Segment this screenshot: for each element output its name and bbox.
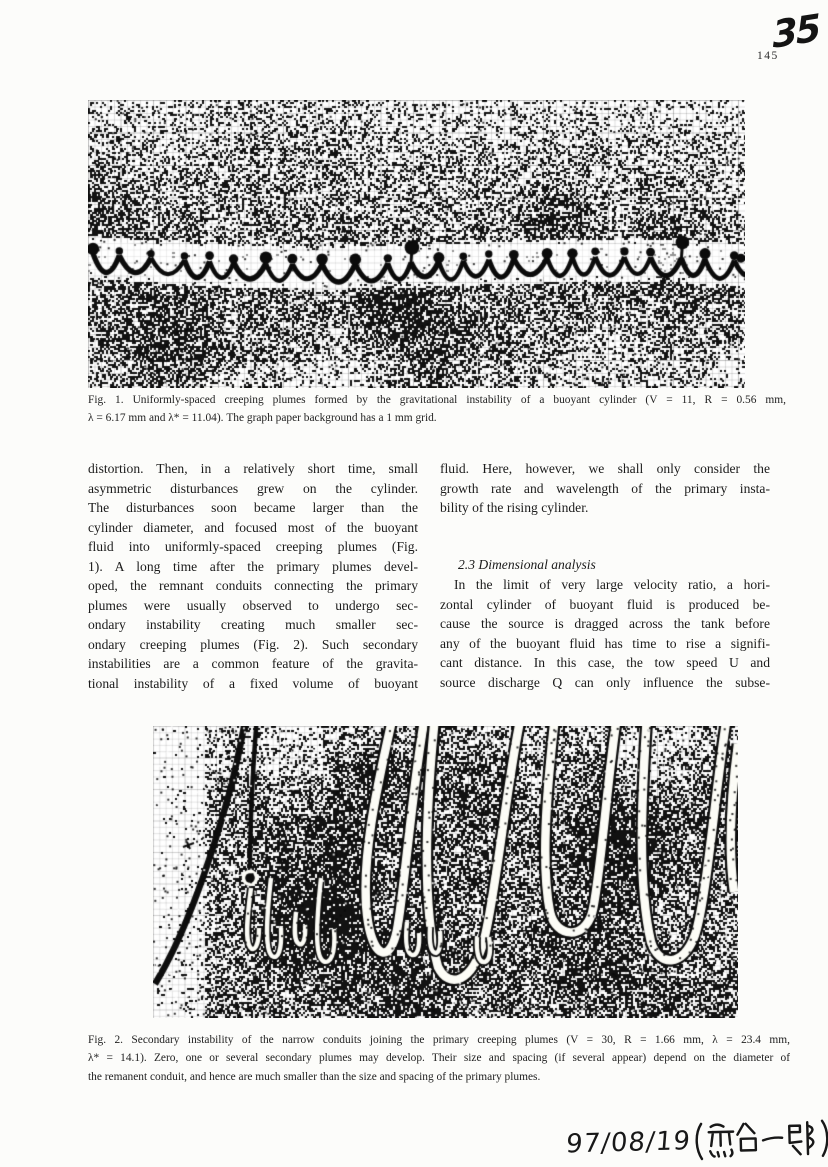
- handwritten-page-number: 35: [771, 6, 821, 57]
- text-line: plumes were usually observed to undergo sec-: [88, 597, 418, 613]
- text-line: λ = 6.17 mm and λ* = 11.04). The graph paper background has a 1 mm grid.: [88, 412, 437, 425]
- figure2-image: [153, 726, 738, 1018]
- text-line: bility of the rising cylinder.: [440, 500, 589, 515]
- text-line: ondary creeping plumes (Fig. 2). Such secondary: [88, 636, 418, 652]
- text-line: asymmetric disturbances grew on the cylinder.: [88, 480, 418, 496]
- right-column-paragraph-2: [440, 575, 770, 692]
- right-column-paragraph-1: [440, 459, 770, 518]
- figure1-image: [88, 100, 745, 388]
- handwritten-note: [565, 1115, 828, 1167]
- body-left-column: [88, 459, 418, 693]
- kanji-kuma-strokes: [708, 1124, 733, 1156]
- text-line: ondary instability creating much smaller sec-: [88, 617, 418, 632]
- text-line: tional instability of a fixed volume of buoyant: [88, 675, 418, 691]
- text-line: The disturbances soon became larger than the: [88, 500, 418, 515]
- text-line: 1). A long time after the primary plumes devel-: [88, 558, 418, 574]
- handwritten-name-kanji: [692, 1116, 828, 1164]
- text-line: source discharge Q can only influence the subse-: [440, 674, 770, 690]
- text-line: fluid. Here, however, we shall only consider the: [440, 461, 770, 476]
- text-line: distortion. Then, in a relatively short time, small: [88, 461, 418, 476]
- paren-open-stroke: [696, 1124, 702, 1159]
- kanji-tani-strokes: [737, 1124, 756, 1151]
- text-line: oped, the remnant conduits connecting the primary: [88, 578, 418, 593]
- figure1: [88, 100, 745, 388]
- text-line: the remanent conduit, and hence are much smaller than the size and spacing of the primary plumes.: [88, 1070, 541, 1083]
- printed-page-number: 145: [757, 50, 779, 62]
- figure1-caption: [88, 391, 786, 428]
- text-line: Fig. 2. Secondary instability of the narrow conduits joining the primary creeping plumes (V = 30, R = 1.66 mm, λ = 23.4 mm,: [88, 1034, 790, 1046]
- kanji-rou-strokes: [789, 1122, 813, 1154]
- paren-close-stroke: [822, 1121, 828, 1156]
- text-line: instabilities are a common feature of the gravita-: [88, 656, 418, 671]
- text-line: growth rate and wavelength of the primary insta-: [440, 480, 770, 496]
- text-line: fluid into uniformly-spaced creeping plumes (Fig.: [88, 539, 418, 554]
- text-line: cant distance. In this case, the tow speed U and: [440, 655, 770, 670]
- handwritten-date: 97/08/19: [564, 1126, 692, 1160]
- kanji-ichi-stroke: [763, 1137, 782, 1140]
- section-heading: 2.3 Dimensional analysis: [458, 556, 596, 572]
- body-right-column: [440, 459, 770, 692]
- text-line: cause the source is dragged across the tank before: [440, 616, 770, 631]
- text-line: zontal cylinder of buoyant fluid is produced be-: [440, 596, 770, 612]
- text-line: λ* = 14.1). Zero, one or several secondary plumes may develop. Their size and spacing (if several appear) depend on the diameter of: [88, 1052, 790, 1065]
- text-line: any of the buoyant fluid has time to rise a signifi-: [440, 635, 770, 651]
- text-line: In the limit of very large velocity ratio, a hori-: [454, 577, 770, 592]
- figure2: [153, 726, 738, 1018]
- text-line: cylinder diameter, and focused most of the buoyant: [88, 519, 418, 535]
- text-line: Fig. 1. Uniformly-spaced creeping plumes formed by the gravitational instability of a buoyant cylinder (V = 11, R = 0.56 mm,: [88, 394, 786, 406]
- figure2-caption: [88, 1031, 790, 1086]
